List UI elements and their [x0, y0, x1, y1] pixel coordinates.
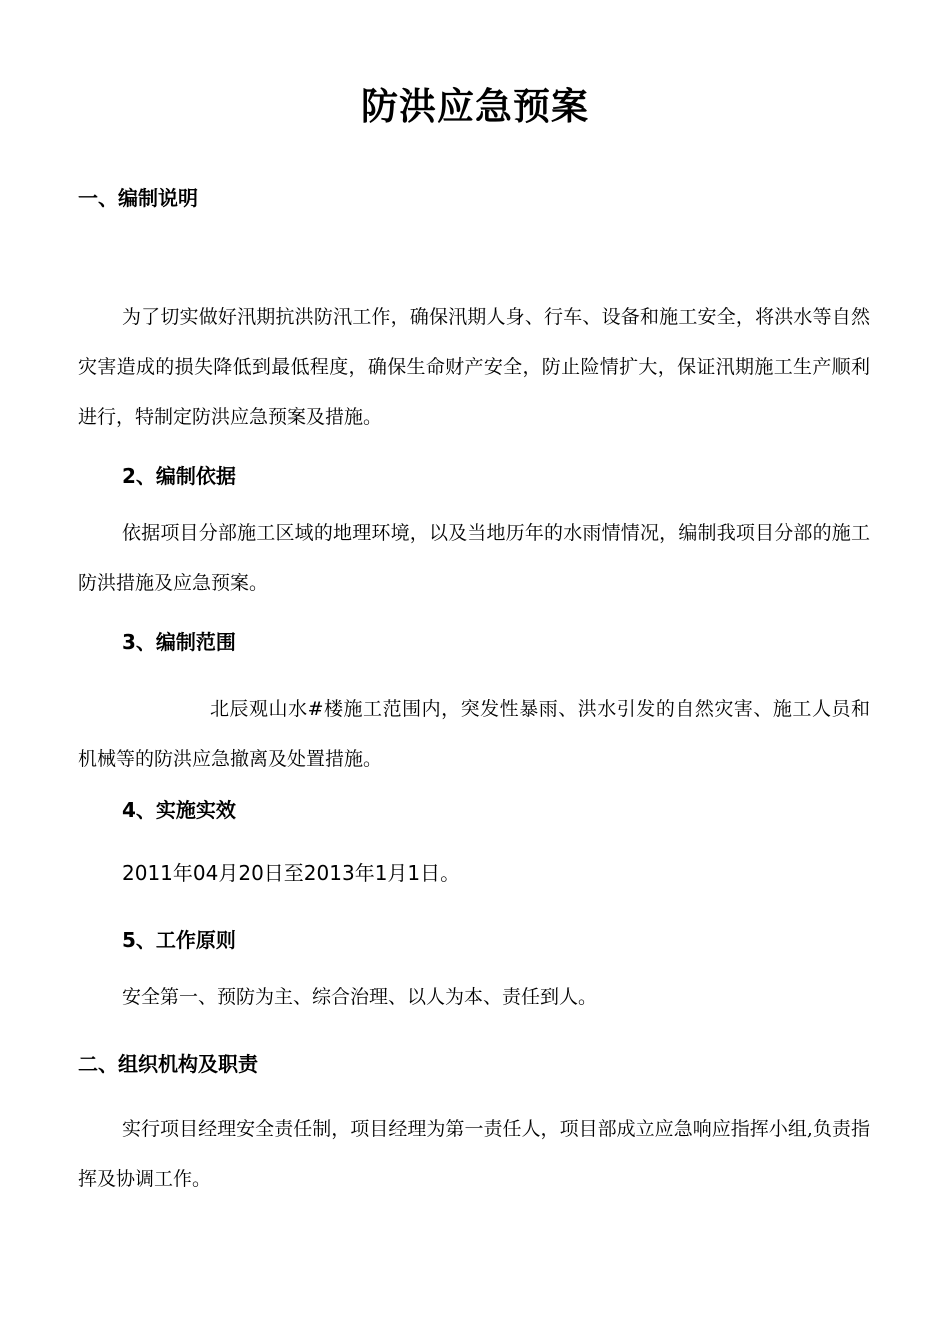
section-heading-working-principles: 5、工作原则: [122, 928, 236, 952]
section-heading-compilation-notes: 一、编制说明: [78, 186, 198, 210]
paragraph-compilation-scope: 北辰观山水#楼施工范围内，突发性暴雨、洪水引发的自然灾害、施工人员和机械等的防洪应急撤离及处置措施。: [78, 698, 870, 770]
document-title: 防洪应急预案: [361, 84, 589, 128]
paragraph-implementation-period: 2011年04月20日至2013年1月1日。: [122, 861, 461, 885]
section-heading-compilation-basis: 2、编制依据: [122, 464, 236, 488]
section-heading-organization: 二、组织机构及职责: [78, 1052, 258, 1076]
paragraph-organization: 实行项目经理安全责任制，项目经理为第一责任人，项目部成立应急响应指挥小组,负责指挥及协调工作。: [78, 1118, 870, 1190]
paragraph-compilation-basis: 依据项目分部施工区域的地理环境，以及当地历年的水雨情情况，编制我项目分部的施工防洪措施及应急预案。: [78, 522, 870, 594]
section-heading-compilation-scope: 3、编制范围: [122, 630, 236, 654]
section-heading-implementation-period: 4、实施实效: [122, 798, 236, 822]
paragraph-working-principles: 安全第一、预防为主、综合治理、以人为本、责任到人。: [122, 986, 598, 1008]
paragraph-compilation-notes: 为了切实做好汛期抗洪防汛工作，确保汛期人身、行车、设备和施工安全，将洪水等自然灾害造成的损失降低到最低程度，确保生命财产安全，防止险情扩大，保证汛期施工生产顺利进行，特制定防洪应急预案及措施。: [78, 306, 870, 428]
